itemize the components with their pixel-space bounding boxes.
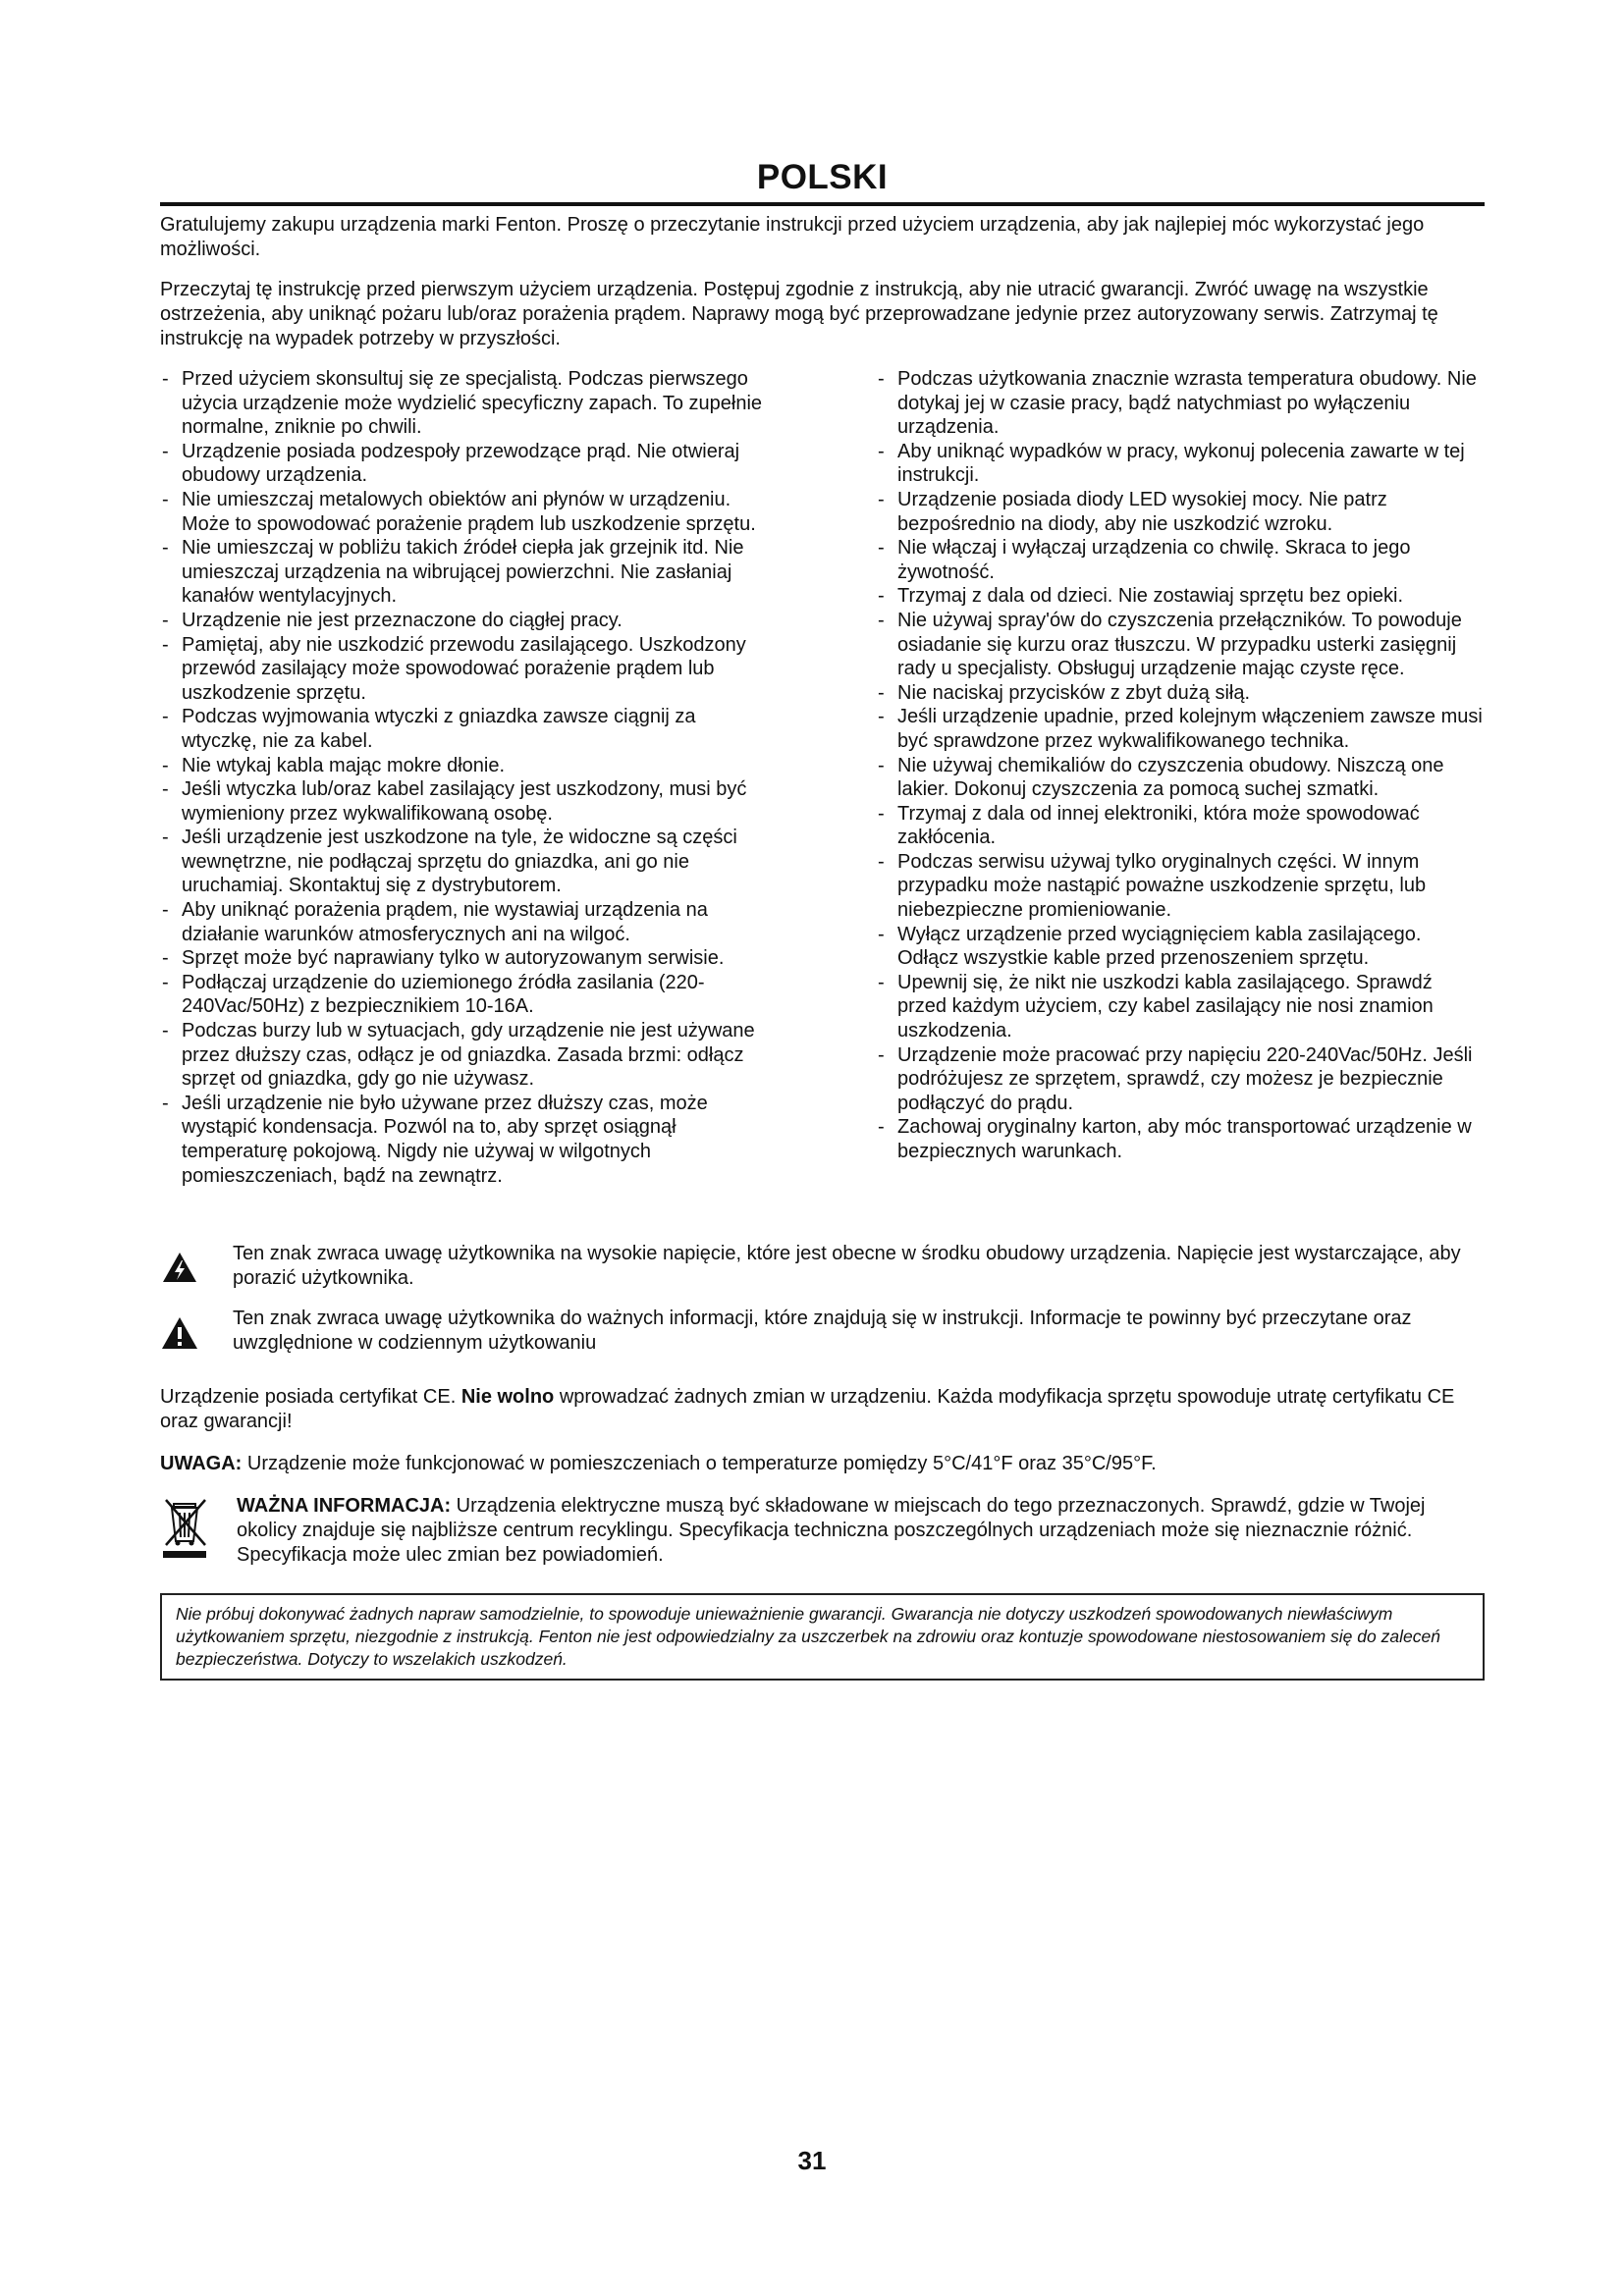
list-item: - Jeśli urządzenie nie było używane przez dłuższy czas, może wystąpić kondensacja. Pozwól na to, aby sprzęt osiągnął temperaturę pokojową. Nigdy nie używaj w wilgotnych pomieszczeniach, bądź na zewnątrz. (160, 1092, 769, 1188)
safety-columns (160, 367, 1485, 1188)
list-item: - Trzymaj z dala od innej elektroniki, która może spowodować zakłócenia. (876, 802, 1485, 850)
uwaga-label: UWAGA: (160, 1453, 243, 1475)
list-item: - Urządzenie może pracować przy napięciu 220-240Vac/50Hz. Jeśli podróżujesz ze sprzętem, sprawdź, czy możesz je bezpiecznie podłączyć do prądu. (876, 1043, 1485, 1116)
list-item: - Zachowaj oryginalny karton, aby móc transportować urządzenie w bezpiecznych warunkach. (876, 1115, 1485, 1163)
warranty-disclaimer: Nie próbuj dokonywać żadnych napraw samodzielnie, to spowoduje unieważnienie gwarancji. Gwarancja nie dotyczy uszkodzeń spowodowanych niewłaściwym użytkowaniem sprzętu, niezgodnie z instrukcją. Fenton nie jest odpowiedzialny za uszczerbek na zdrowiu oraz kontuzje spowodowane niestosowaniem się do zaleceń bezpieczeństwa. Dotyczy to wszelakich uszkodzeń. (160, 1593, 1485, 1681)
intro-paragraph-1: Gratulujemy zakupu urządzenia marki Fenton. Proszę o przeczytanie instrukcji przed użyciem urządzenia, aby jak najlepiej móc wykorzystać jego możliwości. (160, 214, 1425, 260)
list-item: - Upewnij się, że nikt nie uszkodzi kabla zasilającego. Sprawdź przed każdym użyciem, czy kabel zasilający nie nosi znamion uszkodzenia. (876, 971, 1485, 1043)
list-item: - Nie używaj chemikaliów do czyszczenia obudowy. Niszczą one lakier. Dokonuj czyszczenia za pomocą suchej szmatki. (876, 754, 1485, 802)
page-title: POLSKI (756, 158, 889, 196)
list-item: - Podłączaj urządzenie do uziemionego źródła zasilania (220-240Vac/50Hz) z bezpiecznikiem 10-16A. (160, 971, 769, 1019)
right-column (876, 367, 1485, 1188)
lightning-warning-icon (160, 1242, 199, 1283)
manual-page (160, 0, 1485, 1681)
list-item: - Wyłącz urządzenie przed wyciągnięciem kabla zasilającego. Odłącz wszystkie kable przed przenoszeniem sprzętu. (876, 923, 1485, 971)
list-item: - Aby uniknąć porażenia prądem, nie wystawiaj urządzenia na działanie warunków atmosferycznych ani na wilgoć. (160, 898, 769, 946)
left-safety-list (160, 367, 769, 1188)
list-item: - Sprzęt może być naprawiany tylko w autoryzowanym serwisie. (160, 946, 769, 971)
title-divider (160, 202, 1485, 206)
list-item: - Podczas serwisu używaj tylko oryginalnych części. W innym przypadku może nastąpić poważne uszkodzenie sprzętu, lub niebezpieczne promieniowanie. (876, 850, 1485, 923)
list-item: - Pamiętaj, aby nie uszkodzić przewodu zasilającego. Uszkodzony przewód zasilający może spowodować porażenie prądem lub uszkodzenie sprzętu. (160, 633, 769, 706)
list-item: - Nie włączaj i wyłączaj urządzenia co chwilę. Skraca to jego żywotność. (876, 536, 1485, 584)
ce-text-after: wprowadzać żadnych zmian w urządzeniu. Każda modyfikacja sprzętu spowoduje utratę certyfikatu CE oraz gwarancji! (160, 1386, 1455, 1433)
weee-body: Urządzenia elektryczne muszą być składowane w miejscach do tego przeznaczonych. Sprawdź, gdzie w Twojej okolicy znajduje się najbliższe centrum recyklingu. Specyfikacja techniczna poszczególnych urządzeniach może się nieznacznie różnić. Specyfikacja może ulec zmian bez powiadomień. (237, 1495, 1426, 1567)
list-item: - Przed użyciem skonsultuj się ze specjalistą. Podczas pierwszego użycia urządzenie może wydzielić specyficzny zapach. To zupełnie normalne, zniknie po chwili. (160, 367, 769, 440)
list-item: - Trzymaj z dala od dzieci. Nie zostawiaj sprzętu bez opieki. (876, 584, 1485, 609)
list-item: - Aby uniknąć wypadków w pracy, wykonuj polecenia zawarte w tej instrukcji. (876, 440, 1485, 488)
page-number: 31 (797, 2146, 827, 2175)
ce-text-bold: Nie wolno (460, 1386, 555, 1409)
crossed-bin-icon (160, 1494, 217, 1564)
right-safety-list (876, 367, 1485, 1164)
list-item: - Nie używaj spray'ów do czyszczenia przełączników. To powoduje osiadanie się kurzu oraz tłuszczu. W przypadku usterki zasięgnij rady u specjalisty. Obsługuj urządzenie mając czyste ręce. (876, 609, 1485, 681)
high-voltage-warning-text: Ten znak zwraca uwagę użytkownika na wysokie napięcie, które jest obecne w środku obudowy urządzenia. Napięcie jest wystarczające, aby porazić użytkownika. (233, 1243, 1461, 1290)
list-item: - Podczas wyjmowania wtyczki z gniazdka zawsze ciągnij za wtyczkę, nie za kabel. (160, 705, 769, 753)
list-item: - Nie umieszczaj w pobliżu takich źródeł ciepła jak grzejnik itd. Nie umieszczaj urządzenia na wibrującej powierzchni. Nie zasłaniaj kanałów wentylacyjnych. (160, 536, 769, 609)
list-item: - Urządzenie posiada podzespoły przewodzące prąd. Nie otwieraj obudowy urządzenia. (160, 440, 769, 488)
ce-text-before: Urządzenie posiada certyfikat CE. (160, 1386, 461, 1409)
list-item: - Urządzenie nie jest przeznaczone do ciągłej pracy. (160, 609, 769, 633)
important-info-warning-text: Ten znak zwraca uwagę użytkownika do ważnych informacji, które znajdują się w instrukcji. Informacje te powinny być przeczytane oraz uwzględnione w codziennym użytkowaniu (233, 1308, 1412, 1355)
list-item: - Jeśli urządzenie upadnie, przed kolejnym włączeniem zawsze musi być sprawdzone przez wykwalifikowanego technika. (876, 705, 1485, 753)
uwaga-text: Urządzenie może funkcjonować w pomieszczeniach o temperaturze pomiędzy 5°C/41°F oraz 35°C/95°F. (242, 1453, 1157, 1475)
list-item: - Podczas burzy lub w sytuacjach, gdy urządzenie nie jest używane przez dłuższy czas, odłącz je od gniazdka. Zasada brzmi: odłącz sprzęt od gniazdka, gdy go nie używasz. (160, 1019, 769, 1092)
list-item: - Nie umieszczaj metalowych obiektów ani płynów w urządzeniu. Może to spowodować porażenie prądem lub uszkodzenie sprzętu. (160, 488, 769, 536)
temperature-notice (160, 1452, 1485, 1476)
weee-label: WAŻNA INFORMACJA: (237, 1495, 452, 1518)
list-item: - Jeśli urządzenie jest uszkodzone na tyle, że widoczne są części wewnętrzne, nie podłączaj sprzętu do gniazdka, ani go nie uruchamiaj. Skontaktuj się z dystrybutorem. (160, 826, 769, 898)
list-item: - Jeśli wtyczka lub/oraz kabel zasilający jest uszkodzony, musi być wymieniony przez wykwalifikowaną osobę. (160, 777, 769, 826)
exclamation-warning-icon (160, 1307, 199, 1350)
weee-notice (160, 1494, 1485, 1568)
weee-text (237, 1494, 1485, 1568)
list-item: - Urządzenie posiada diody LED wysokiej mocy. Nie patrz bezpośrednio na diody, aby nie uszkodzić wzroku. (876, 488, 1485, 536)
list-item: - Nie naciskaj przycisków z zbyt dużą siłą. (876, 681, 1485, 706)
important-info-warning (160, 1307, 1485, 1356)
left-column (160, 367, 769, 1188)
list-item: - Podczas użytkowania znacznie wzrasta temperatura obudowy. Nie dotykaj jej w czasie pracy, bądź natychmiast po wyłączeniu urządzenia. (876, 367, 1485, 440)
high-voltage-warning (160, 1242, 1485, 1291)
list-item: - Nie wtykaj kabla mając mokre dłonie. (160, 754, 769, 778)
intro-paragraph-2: Przeczytaj tę instrukcję przed pierwszym użyciem urządzenia. Postępuj zgodnie z instrukcją, aby nie utracić gwarancji. Zwróć uwagę na wszystkie ostrzeżenia, aby uniknąć pożaru lub/oraz porażenia prądem. Naprawy mogą być przeprowadzane jedynie przez autoryzowany serwis. Zatrzymaj tę instrukcję na wypadek potrzeby w przyszłości. (160, 279, 1438, 349)
ce-certificate-notice (160, 1385, 1485, 1434)
